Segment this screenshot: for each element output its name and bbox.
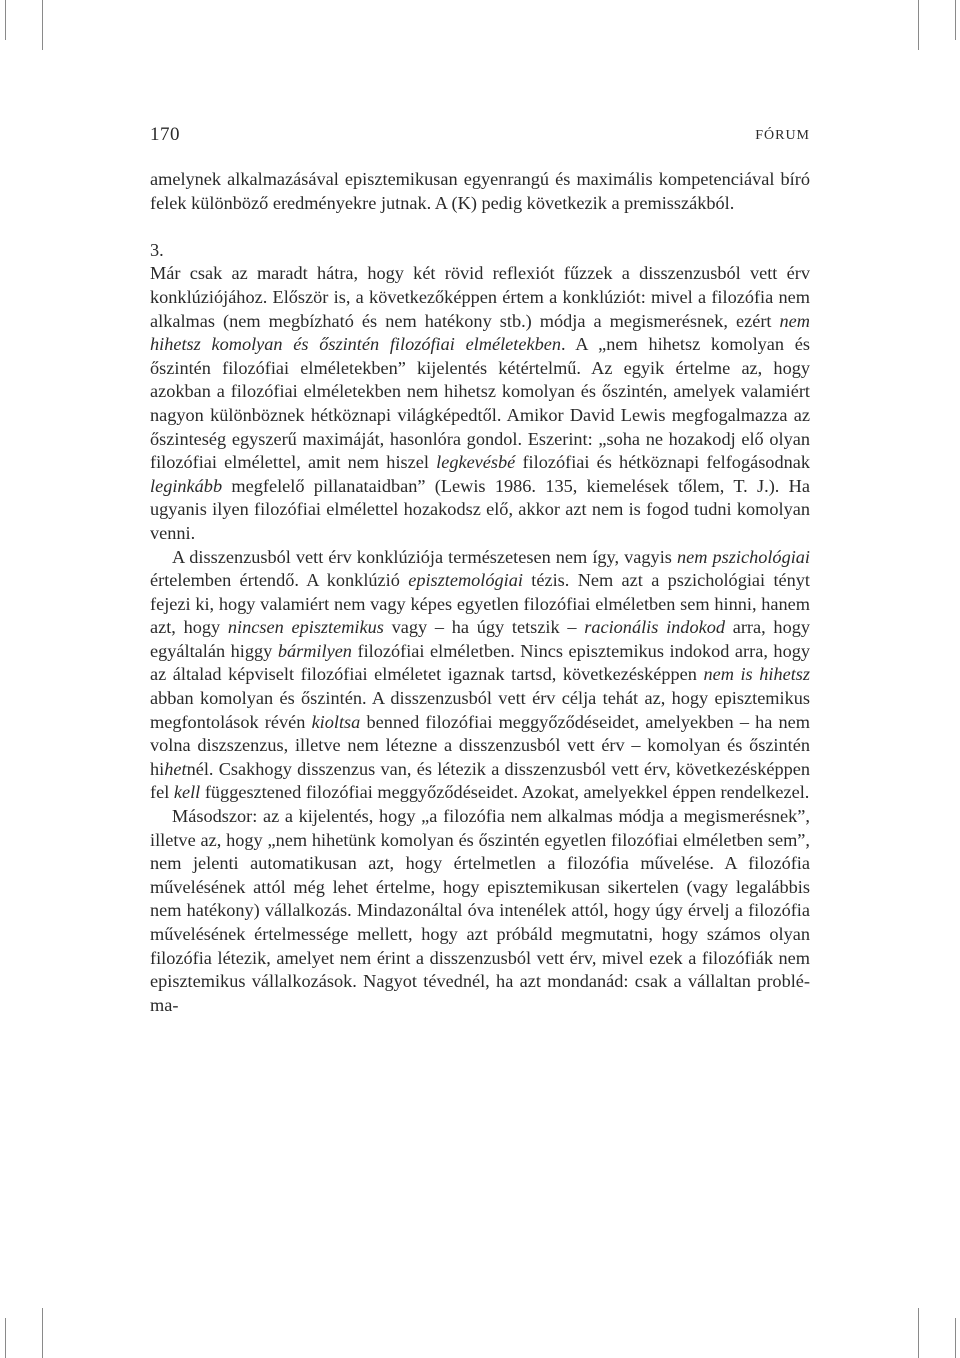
text-run: amelynek alkalmazásával episztemikusan egyenrangú és maximális kompetenciával bíró felek különböző eredményekre jutnak. A (K) pedig következik a premisszákból. [150,169,810,213]
crop-mark [42,1308,43,1358]
italic-emphasis: kell [173,782,201,803]
italic-emphasis: nem hihetsz komolyan és őszintén filozófiai elméletekben [150,310,810,355]
section-number [150,239,810,263]
text-run: arra, hogy egyáltalán higgy [150,617,810,661]
crop-mark [5,1318,6,1358]
text-run: . A „nem hihetsz komolyan és őszintén filozófiai elméletekben” kijelentés kétértelmű. Az egyik értelme az, hogy azokban a filozófiai elméletekben nem hihetsz komolyan és őszintén, amelyek valamiért nagyon különböznek hétköznapi világképedtől. Amikor David Lewis megfogalmazza az őszinteség egyszerű maximáját, hasonlóra gondol. Eszerint: „soha ne hozakodj elő olyan filozófiai elmélettel, amit nem hiszel [150,334,810,473]
text-run: filozófiai elméletben. Nincs episztemikus indokod arra, hogy az általad képviselt filozófiai elméletet igaznak tartsd, következésképpen [150,640,810,685]
text-run: tézis. Nem azt a pszichológiai tényt fejezi ki, hogy valamiért nem vagy képes egyetlen filozófiai elméletben sem hinni, hanem azt, hogy [150,570,810,638]
text-run: Már csak az maradt hátra, hogy két rövid reflexiót fűzzek a disszenzusból vett érv konklúziójához. Először is, a következőképpen értem a konklúziót: mivel a filozófia nem alkalmas (nem megbízható és nem hatékony stb.) módja a megismerésnek, ezért [150,263,810,331]
italic-emphasis: nem is hihetsz [703,664,811,685]
text-run: Másodszor: az a kijelentés, hogy „a filozófia nem alkalmas módja a megismerésnek”, illetve az, hogy „nem hihetünk komolyan és őszintén egyetlen filozófiai elméletben sem”, nem jelenti automatikusan azt, hogy értelmetlen a filozófia művelése. A filozófia művelésének attól még lehet értelme, hogy episztemikusan sikertelen (vagy legalábbis nem hatékony) vállalkozás. Mindazonáltal óva intenélek attól, hogy úgy érvelj a filozófia művelésének értelmessége mellett, hogy azt próbáld megmutatni, hogy számos olyan filozófia létezik, amelyet nem érint a disszenzusból vett érv, mivel ezek a filozófiák nem episztemikus vállalkozások. Nagyot tévednél, ha azt mondanád: csak a vállaltan probléma- [150,806,810,1015]
italic-emphasis: kioltsa [311,711,361,732]
italic-emphasis: episztemológiai [408,570,523,591]
text-run: megfelelő pillanataidban” (Lewis 1986. 135, kiemelések tőlem, T. J.). Ha ugyanis ilyen filozófiai elmélettel hozakodsz elő, akkor azt nem is fogod tudni komolyan venni. [150,475,810,543]
page-number: 170 [150,124,180,145]
text-run: A disszenzusból vett érv konklúziója természetesen nem így, vagyis [172,546,677,567]
italic-emphasis: het [164,758,187,779]
text-run: benned filozófiai meggyőződéseidet, amelyekben – ha nem volna diszszenzus, illetve nem létezne a disszenzusból vett érv – komolyan és őszintén hi [150,711,810,779]
crop-mark [918,1308,919,1358]
paragraph [150,168,810,215]
italic-emphasis: nem pszichológiai [676,546,811,567]
text-run: filozófiai és hétköznapi felfogásodnak [515,452,810,473]
running-head: FÓRUM [755,128,810,143]
paragraph [150,546,810,806]
page-header [150,124,810,148]
crop-mark [918,0,919,50]
text-run: vagy – ha úgy tetszik – [383,617,585,638]
crop-mark [955,0,956,40]
text-run: függesztened filozófiai meggyőződéseidet. Azokat, amelyekkel éppen rendelkezel. [200,782,810,803]
crop-mark [5,0,6,40]
text-run: 3. [150,239,164,260]
italic-emphasis: legkevésbé [436,452,516,473]
italic-emphasis: nincsen episztemikus [227,617,384,638]
paragraph [150,262,810,545]
text-run: nél. Csakhogy disszenzus van, és létezik a disszenzusból vett érv, következésképpen fel [150,758,810,803]
crop-mark [42,0,43,50]
paragraph [150,805,810,1017]
body-text [150,168,810,1017]
text-run: abban komolyan és őszintén. A disszenzusból vett érv célja tehát az, hogy episztemikus megfontolások révén [150,688,810,732]
italic-emphasis: leginkább [150,475,223,496]
italic-emphasis: racionális indokod [584,617,725,638]
crop-mark [955,1318,956,1358]
text-run: értelemben értendő. A konklúzió [150,570,409,591]
italic-emphasis: bármilyen [277,640,352,661]
